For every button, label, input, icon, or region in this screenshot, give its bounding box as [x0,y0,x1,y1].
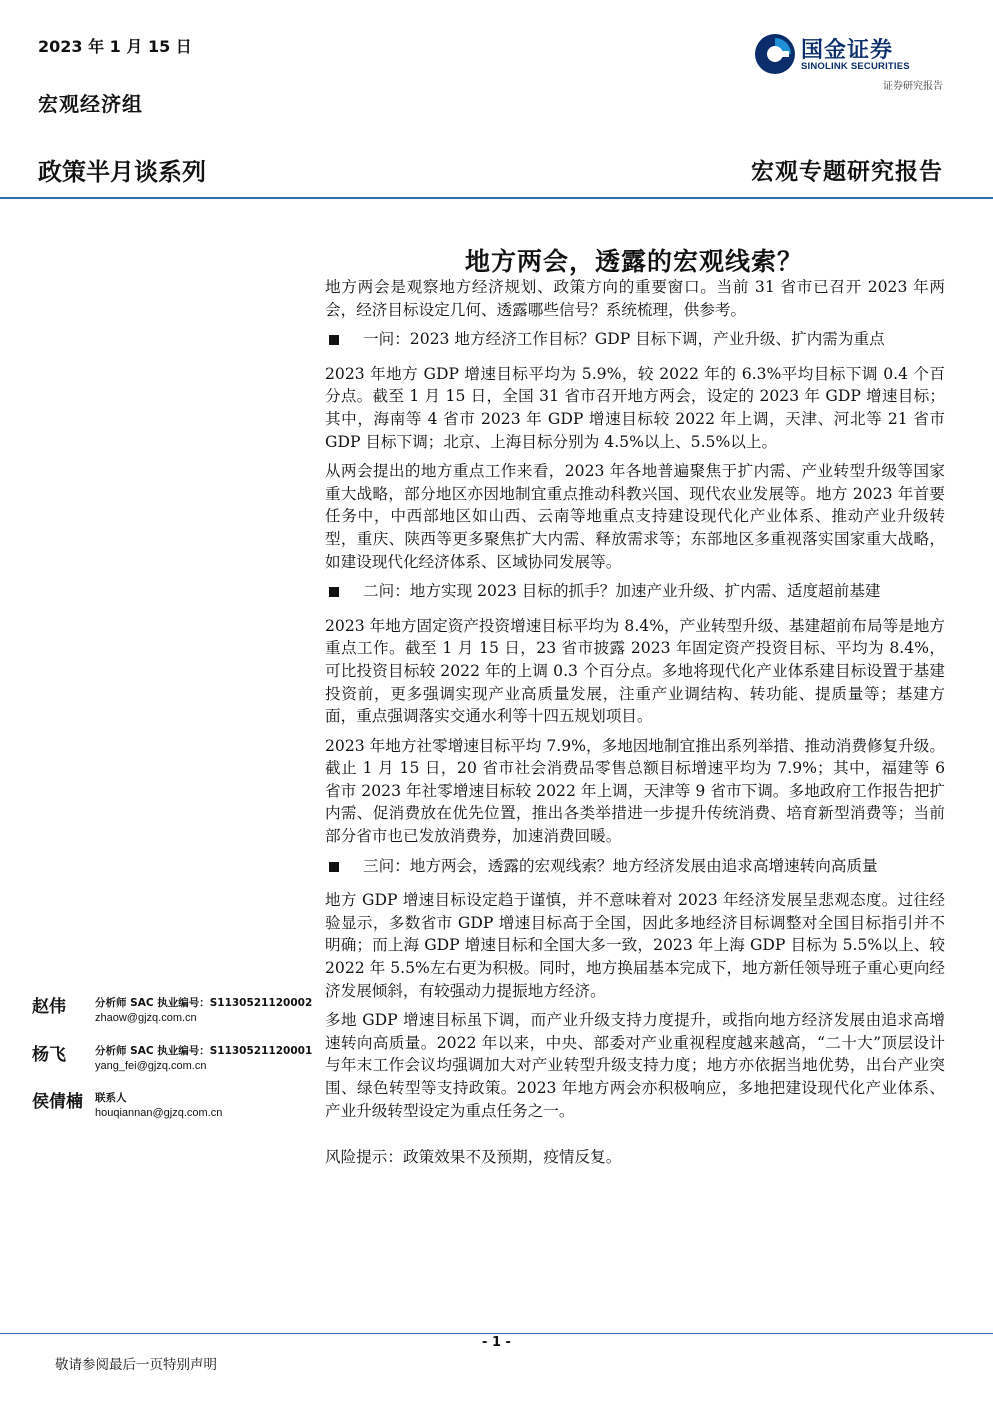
section-heading-text: 二问：地方实现 2023 目标的抓手？加速产业升级、扩内需、适度超前基建 [363,582,881,601]
bullet-square-icon [329,335,339,345]
section-heading-q2 [325,580,945,603]
report-type: 宏观专题研究报告 [751,158,943,185]
risk-warning: 风险提示：政策效果不及预期，疫情反复。 [325,1148,622,1167]
footer-divider [0,1333,993,1334]
logo-english-name: SINOLINK SECURITIES [801,61,910,72]
analyst-email[interactable]: zhaow@gjzq.com.cn [95,1012,197,1024]
logo-chinese-name: 国金证券 [801,38,894,63]
section-heading-q1 [325,328,945,351]
report-series: 政策半月谈系列 [38,158,206,186]
body-paragraph: 2023 年地方 GDP 增速目标平均为 5.9%，较 2022 年的 6.3%平均目标下调 0.4 个百分点。截至 1 月 15 日，全国 31 省市召开地方两会，设定的 2023 年 GDP 增速目标；其中，海南等 4 省市 2023 年 GDP 增速目标较 2022 年上调，天津、河北等 21 省市 GDP 目标下调；北京、上海目标分别为 4.5%以上、5.5%以上。 [325,364,945,451]
analyst-role: 分析师 SAC 执业编号：S1130521120001 [95,1045,313,1057]
body-paragraph: 多地 GDP 增速目标虽下调，而产业升级支持力度提升，或指向地方经济发展由追求高增速转向高质量。2022 年以来，中央、部委对产业重视程度越来越高，“二十大”顶层设计与年末工作会议均强调加大对产业转型升级支持力度；地方亦依据当地优势，出台产业突围、绿色转型等支持政策。2023 年地方两会亦积极响应，多地把建设现代化产业体系、产业升级转型设定为重点任务之一。 [325,1011,945,1120]
bullet-square-icon [329,587,339,597]
page-number: - 1 - [482,1335,511,1350]
logo-subtitle: 证券研究报告 [883,81,943,92]
analyst-name: 侯倩楠 [32,1092,83,1112]
research-group: 宏观经济组 [38,92,143,116]
footer-disclaimer: 敬请参阅最后一页特别声明 [55,1357,217,1373]
bullet-square-icon [329,862,339,872]
section-heading-q3 [325,855,945,878]
report-body [325,276,945,1169]
analyst-email[interactable]: yang_fei@gjzq.com.cn [95,1060,207,1072]
body-paragraph: 2023 年地方社零增速目标平均 7.9%，多地因地制宜推出系列举措、推动消费修复升级。截止 1 月 15 日，20 省市社会消费品零售总额目标增速平均为 7.9%；其中，福建等 6 省市 2023 年社零增速目标较 2022 年上调，天津等 9 省市下调。多地政府工作报告把扩内需、促消费放在优先位置，推出各类举措进一步提升传统消费、培育新型消费等；当前部分省市也已发放消费券，加速消费回暖。 [325,736,945,846]
section-heading-text: 三问：地方两会，透露的宏观线索？地方经济发展由追求高增速转向高质量 [363,856,878,875]
analyst-role: 联系人 [95,1092,127,1104]
section-heading-text: 一问：2023 地方经济工作目标？GDP 目标下调，产业升级、扩内需为重点 [363,330,885,349]
header-divider [0,197,993,199]
body-paragraph: 地方 GDP 增速目标设定趋于谨慎，并不意味着对 2023 年经济发展呈悲观态度。过往经验显示，多数省市 GDP 增速目标高于全国，因此多地经济目标调整对全国目标指引并不明确；而上海 GDP 增速目标和全国大多一致，2023 年上海 GDP 目标为 5.5%以上、较 2022 年 5.5%左右更为积极。同时，地方换届基本完成下，地方新任领导班子重心更向经济发展倾斜，有较强动力提振地方经济。 [325,891,945,1000]
company-logo [753,30,943,92]
analyst-email[interactable]: houqiannan@gjzq.com.cn [95,1107,223,1119]
report-date: 2023 年 1 月 15 日 [38,37,192,56]
report-title: 地方两会，透露的宏观线索？ [464,247,803,276]
body-paragraph: 从两会提出的地方重点工作来看，2023 年各地普遍聚焦于扩内需、产业转型升级等国家重大战略，部分地区亦因地制宜重点推动科教兴国、现代农业发展等。地方 2023 年首要任务中，中西部地区如山西、云南等地重点支持建设现代化产业体系、推动产业升级转型，重庆、陕西等更多聚焦扩大内需、释放需求等；东部地区多重视落实国家重大战略，如建设现代化经济体系、区域协同发展等。 [325,462,945,571]
analyst-role: 分析师 SAC 执业编号：S1130521120002 [95,997,313,1009]
logo-icon [753,32,797,76]
analyst-name: 杨飞 [32,1045,66,1065]
analyst-name: 赵伟 [32,997,66,1017]
intro-paragraph: 地方两会是观察地方经济规划、政策方向的重要窗口。当前 31 省市已召开 2023 年两会，经济目标设定几何、透露哪些信号？系统梳理，供参考。 [325,278,945,319]
body-paragraph: 2023 年地方固定资产投资增速目标平均为 8.4%，产业转型升级、基建超前布局等是地方重点工作。截至 1 月 15 日，23 省市披露 2023 年固定资产投资目标、平均为 8.4%，可比投资目标较 2022 年的上调 0.3 个百分点。多地将现代化产业体系建目标设置于基建投资前，更多强调实现产业高质量发展，注重产业调结构、转功能、提质量等；基建方面，重点强调落实交通水利等十四五规划项目。 [325,616,945,726]
